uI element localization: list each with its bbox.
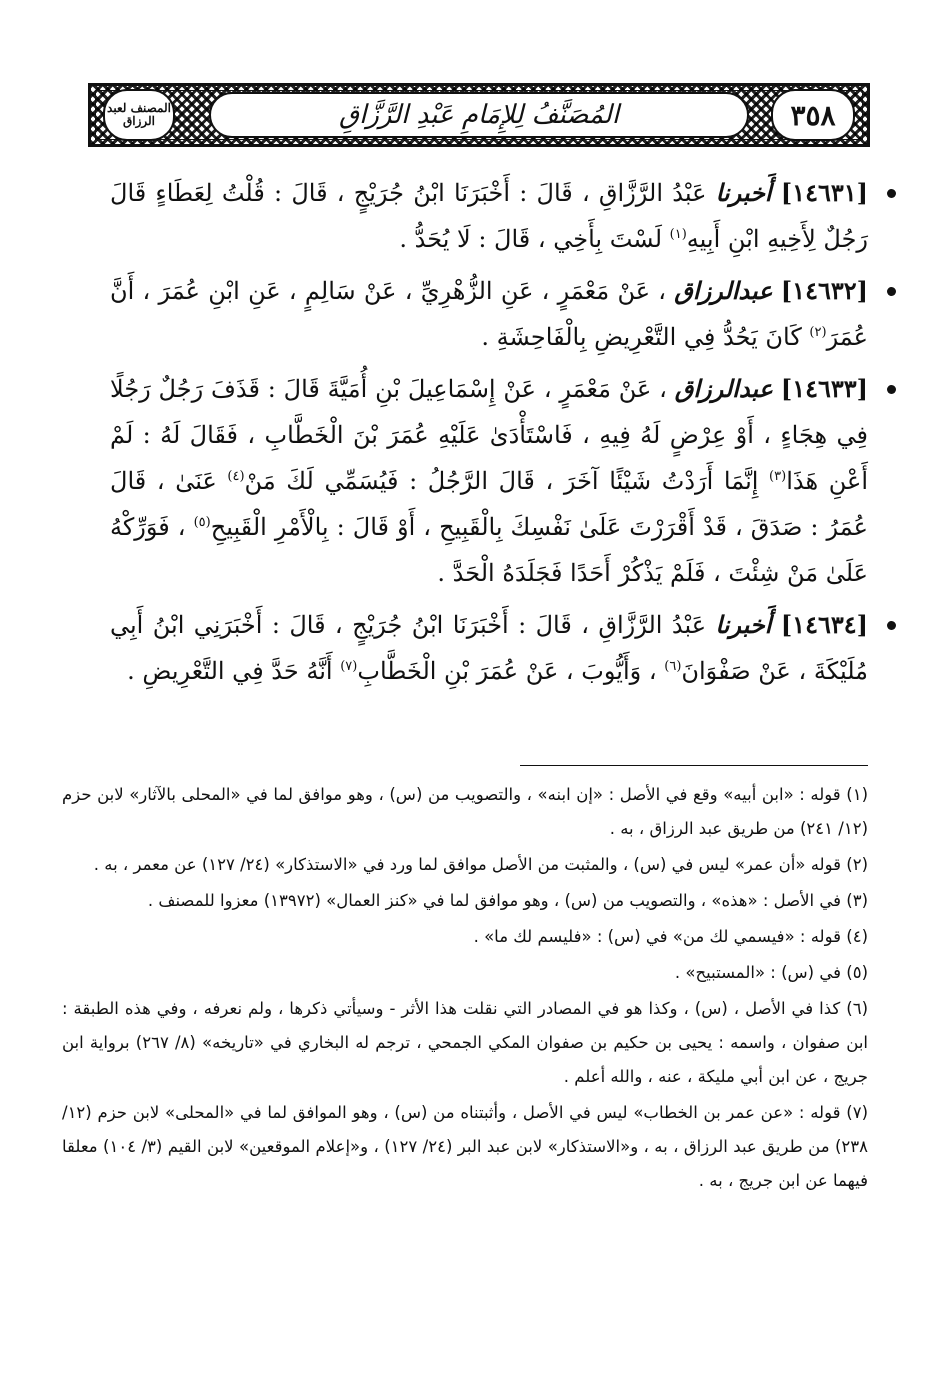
- hadith-text: [110, 602, 868, 694]
- hadith-entry: [110, 366, 868, 596]
- hadith-text: [110, 170, 868, 262]
- page-number: ٣٥٨: [771, 89, 855, 141]
- main-text: [110, 170, 868, 700]
- chain-word: أَخبرنا: [715, 178, 772, 207]
- hadith-body-cont: ، وَأَيُّوبَ ، عَنْ عُمَرَ بْنِ الْخَطَّابِ: [357, 657, 657, 685]
- footnote: (٧) قوله : «عن عمر بن الخطاب» ليس في الأصل ، وأثبتناه من (س) ، وهو الموافق لما في «المحلى» لابن حزم (١٢/ ٢٣٨) من طريق عبد الرزاق ، به ، و«الاستذكار» لابن عبد البر (٢٤/ ١٢٧) ، و«إعلام الموقعين» لابن القيم (٣/ ١٠٤) معلقا فيهما عن ابن جريج ، به .: [62, 1103, 868, 1190]
- hadith-body-cont: كَانَ يَحُدُّ فِي التَّعْرِيضِ بِالْفَاحِشَةِ .: [481, 323, 802, 351]
- hadith-entry: [110, 602, 868, 694]
- footnote: (٢) قوله «أن عمر» ليس في (س) ، والمثبت من الأصل موافق لما ورد في «الاستذكار» (٢٤/ ١٢٧) عن معمر ، به .: [93, 855, 868, 874]
- page-header: [88, 83, 870, 147]
- book-title: المُصَنَّفُ لِلإِمَامِ عَبْدِ الرَّزَّاقِ: [209, 92, 749, 138]
- hadith-number: [١٤٦٣٢]: [780, 276, 868, 305]
- bullet-icon: [887, 385, 896, 394]
- hadith-entry: [110, 268, 868, 360]
- footnote-ref: (٥): [193, 515, 211, 530]
- hadith-body-cont: لَسْتَ بِأَخِي ، قَالَ : لَا يُحَدُّ .: [399, 225, 663, 253]
- footnote-ref: (٣): [769, 469, 787, 484]
- hadith-text: [110, 366, 868, 596]
- footnote: (٤) قوله : «فيسمي لك من» في (س) : «فليسم لك ما» .: [473, 927, 868, 946]
- footnote: (٦) كذا في الأصل ، (س) ، وكذا هو في المصادر التي نقلت هذا الأثر - وسيأتي ذكرها ، ولم نعرفه ، وفي هذه الطبقة : ابن صفوان ، واسمه : يحيى بن حكيم بن صفوان المكي الجمحي ، ترجم له البخاري في «تاريخه» (٨/ ٢٦٧) برواية ابن جريج ، عن ابن أبي مليكة ، عنه ، والله أعلم .: [62, 999, 868, 1086]
- hadith-number: [١٤٦٣٣]: [780, 374, 868, 403]
- hadith-body: عَبْدُ الرَّزَّاقِ ، قَالَ : أَخْبَرَنَا ابْنُ جُرَيْجٍ ، قَالَ : أَخْبَرَنِي ابْنُ أَبِي مُلَيْكَةَ ، عَنْ صَفْوَانَ: [110, 611, 868, 685]
- bullet-icon: [887, 287, 896, 296]
- hadith-number: [١٤٦٣٤]: [780, 610, 868, 639]
- hadith-body: ، عَنْ مَعْمَرٍ ، عَنْ إِسْمَاعِيلَ بْنِ أُمَيَّةَ قَالَ : قَذَفَ رَجُلٌ رَجُلًا فِي هِجَاءٍ ، أَوْ عِرْضٍ لَهُ فِيهِ ، فَاسْتَأْدَىٰ عَلَيْهِ عُمَرَ بْنَ الْخَطَّابِ ، فَقَالَ لَهُ : لَمْ أَعْنِ هَذَا: [110, 375, 868, 495]
- footnote-divider: [520, 765, 868, 766]
- hadith-body-cont: إِنَّمَا أَرَدْتُ شَيْئًا آخَرَ ، قَالَ الرَّجُلُ : فَيُسَمِّي لَكَ مَنْ: [244, 467, 759, 495]
- footnote: (١) قوله : «ابن أبيه» وقع في الأصل : «إن ابنه» ، والتصويب من (س) ، وهو موافق لما في «المحلى بالآثار» لابن حزم (١٢/ ٢٤١) من طريق عبد الرزاق ، به .: [62, 785, 868, 838]
- hadith-body-cont: ، فَوَرِّكْهُ عَلَىٰ مَنْ شِئْتَ ، فَلَمْ يَذْكُرْ أَحَدًا فَجَلَدَهُ الْحَدَّ .: [110, 513, 868, 587]
- footnote-ref: (٦): [664, 659, 682, 674]
- hadith-body: ، عَنْ مَعْمَرٍ ، عَنِ الزُّهْرِيِّ ، عَنْ سَالِمٍ ، عَنِ ابْنِ عُمَرَ ، أَنَّ عُمَرَ: [110, 277, 868, 351]
- footnotes: [62, 778, 868, 1200]
- footnote: (٣) في الأصل : «هذه» ، والتصويب من (س) ، وهو موافق لما في «كنز العمال» (١٣٩٧٢) معزوا للمصنف .: [147, 891, 868, 910]
- footnote-ref: (١): [669, 227, 687, 242]
- book-emblem: المصنف لعبد الرزاق: [103, 89, 175, 141]
- hadith-entry: [110, 170, 868, 262]
- hadith-text: [110, 268, 868, 360]
- footnote-ref: (٢): [809, 325, 827, 340]
- hadith-body-cont: عَنَىٰ ، قَالَ عُمَرُ : صَدَقَ ، قَدْ أَقْرَرْتَ عَلَىٰ نَفْسِكَ بِالْقَبِيحِ ، أَوْ قَالَ : بِالْأَمْرِ الْقَبِيحِ: [110, 467, 868, 541]
- bullet-icon: [887, 621, 896, 630]
- hadith-number: [١٤٦٣١]: [780, 178, 868, 207]
- hadith-body: عَبْدُ الرَّزَّاقِ ، قَالَ : أَخْبَرَنَا ابْنُ جُرَيْجٍ ، قَالَ : قُلْتُ لِعَطَاءٍ قَالَ رَجُلٌ لِأَخِيهِ ابْنِ أَبِيهِ: [110, 179, 868, 253]
- hadith-body-cont: أَنَّهُ حَدَّ فِي التَّعْرِيضِ .: [127, 657, 333, 685]
- footnote-ref: (٧): [340, 659, 358, 674]
- chain-word: عبدالرزاق: [674, 374, 773, 403]
- footnote-ref: (٤): [227, 469, 245, 484]
- footnote: (٥) في (س) : «المستبيح» .: [674, 963, 868, 982]
- chain-word: أَخبرنا: [715, 610, 772, 639]
- chain-word: عبدالرزاق: [674, 276, 773, 305]
- bullet-icon: [887, 189, 896, 198]
